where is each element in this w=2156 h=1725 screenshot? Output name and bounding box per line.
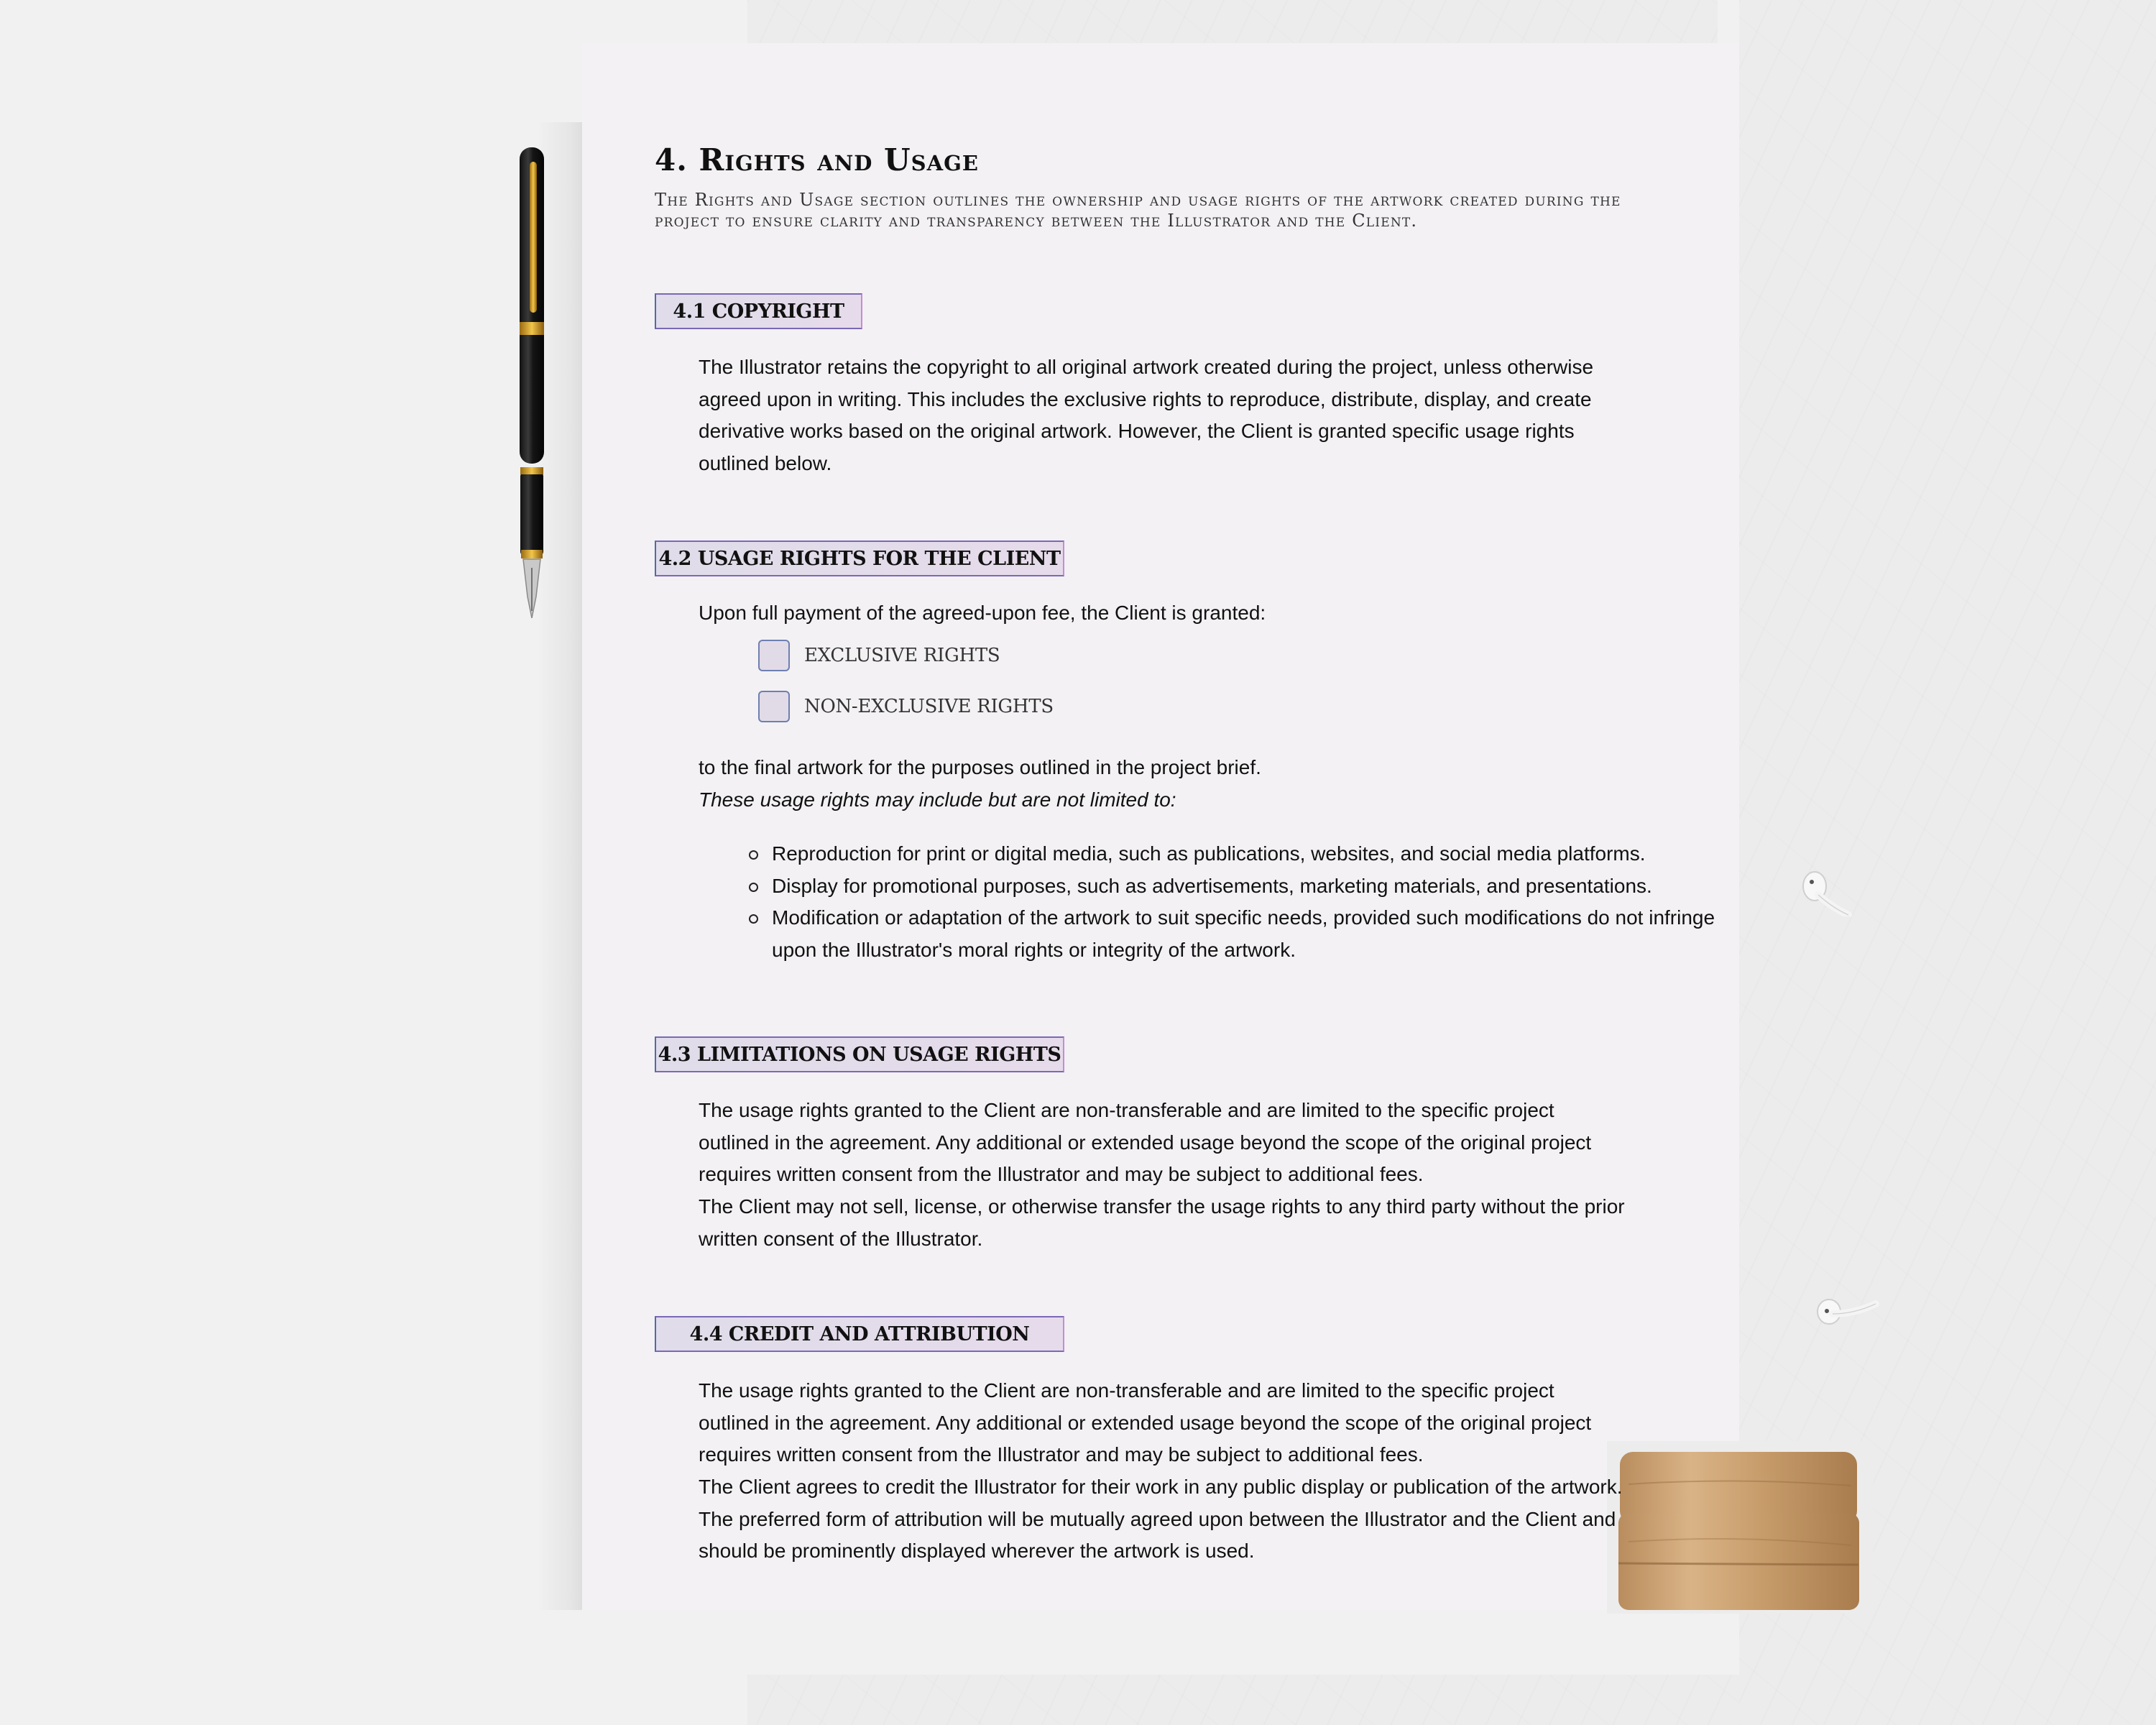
background-texture-top — [747, 0, 1718, 45]
non-exclusive-rights-label: NON-EXCLUSIVE RIGHTS — [804, 696, 1054, 717]
option-exclusive-rights[interactable] — [758, 640, 1000, 671]
copyright-paragraph: The Illustrator retains the copyright to all original artwork created during the project, unless otherwise agreed upon in writing. This includes the exclusive rights to reproduce, distribute, display, and create derivative works based on the original artwork. However, the Client is granted specific usage rights outlined below. — [699, 356, 1594, 474]
limitations-paragraph-1: The usage rights granted to the Client are non-transferable and are limited to the specific project outlined in the agreement. Any additional or extended usage beyond the scope of the original project requires written consent from the Illustrator and may be subject to additional fees. — [699, 1099, 1592, 1186]
earbud-icon — [1815, 1287, 1879, 1330]
usage-rights-after: to the final artwork for the purposes outlined in the project brief. — [699, 756, 1261, 778]
page-title: 4. Rights and Usage — [655, 142, 979, 178]
section-heading-credit: 4.4 CREDIT AND ATTRIBUTION — [655, 1316, 1064, 1352]
background-texture-bottom — [747, 1675, 1739, 1725]
exclusive-rights-label: EXCLUSIVE RIGHTS — [804, 645, 1000, 666]
section-heading-copyright: 4.1 COPYRIGHT — [655, 293, 862, 329]
non-exclusive-rights-checkbox[interactable] — [758, 691, 790, 722]
option-non-exclusive-rights[interactable] — [758, 691, 1054, 722]
usage-rights-italic-note: These usage rights may include but are not limited to: — [699, 788, 1176, 811]
fountain-pen-icon — [514, 144, 557, 618]
credit-paragraph-1: The usage rights granted to the Client are non-transferable and are limited to the specific project outlined in the agreement. Any additional or extended usage beyond the scope of the original project requires written consent from the Illustrator and may be subject to additional fees. — [699, 1379, 1592, 1466]
earbud-icon — [1797, 866, 1854, 916]
wood-block-icon — [1607, 1441, 1873, 1614]
section-heading-usage-rights: 4.2 USAGE RIGHTS FOR THE CLIENT — [655, 540, 1064, 576]
list-item: Display for promotional purposes, such as advertisements, marketing materials, and presentations. — [772, 870, 1728, 903]
intro-paragraph: The Rights and Usage section outlines the ownership and usage rights of the artwork created during the project to ensure clarity and transparency between the Illustrator and the Client. — [655, 190, 1621, 231]
credit-paragraph-2: The Client agrees to credit the Illustrator for their work in any public display or publication of the artwork. The preferred form of attribution will be mutually agreed upon between the Illustrator and the Client and should be prominently displayed wherever the artwork is used. — [699, 1476, 1623, 1563]
limitations-paragraph-2: The Client may not sell, license, or otherwise transfer the usage rights to any third party without the prior written consent of the Illustrator. — [699, 1195, 1625, 1250]
usage-rights-lead: Upon full payment of the agreed-upon fee, the Client is granted: — [699, 602, 1266, 624]
usage-rights-list — [772, 838, 1728, 966]
list-item: Reproduction for print or digital media, such as publications, websites, and social media platforms. — [772, 838, 1728, 870]
section-heading-limitations: 4.3 LIMITATIONS ON USAGE RIGHTS — [655, 1036, 1064, 1072]
list-item: Modification or adaptation of the artwork to suit specific needs, provided such modifications do not infringe upon the Illustrator's moral rights or integrity of the artwork. — [772, 902, 1728, 966]
exclusive-rights-checkbox[interactable] — [758, 640, 790, 671]
